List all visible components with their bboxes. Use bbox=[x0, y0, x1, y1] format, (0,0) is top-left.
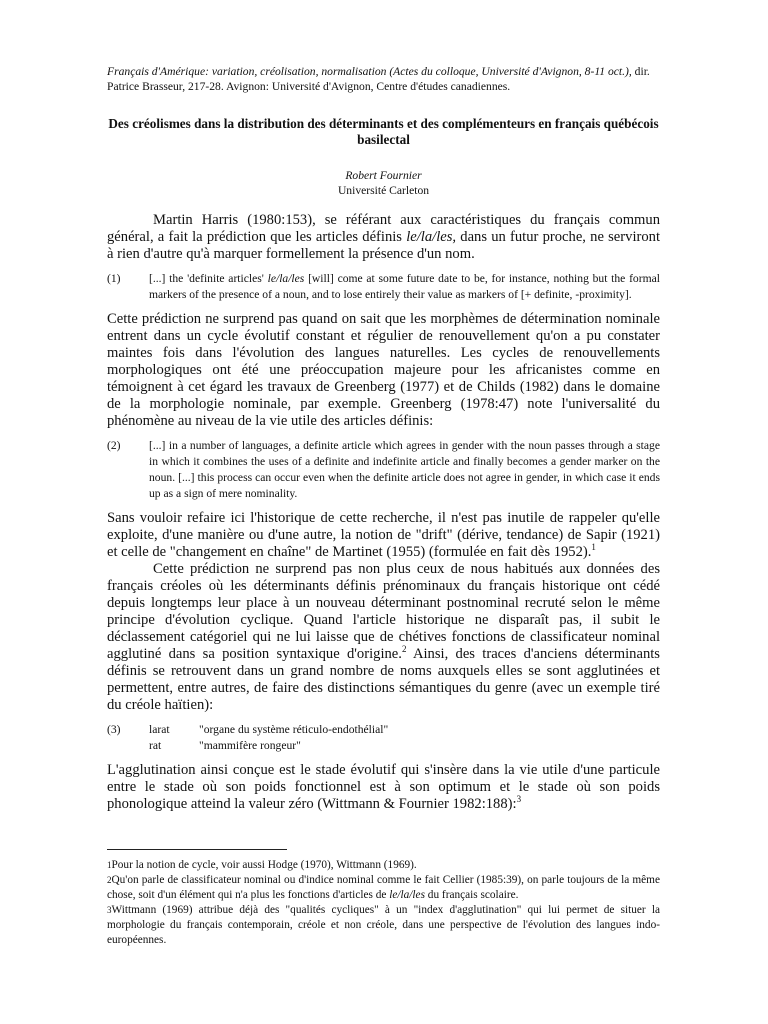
footnote-3-text: Wittmann (1969) attribue déjà des "qualités cycliques" à un "index d'agglutination" qui lui permet de situer la morphologie du français contemporain, créole et non créole, dans une perspective de l'évolution des langues indo-européennes. bbox=[107, 904, 660, 946]
paragraph-3-text: Sans vouloir refaire ici l'historique de cette recherche, il n'est pas inutile de rappeler qu'elle exploite, d'une manière ou d'une autre, la notion de "drift" (dérive, tendance) de Sapir (1921) et celle de "changement en chaîne" de Martinet (1955) (formulée en fait dès 1952). bbox=[107, 510, 660, 560]
footnote-ref-1[interactable]: 1 bbox=[591, 542, 596, 553]
example-2 bbox=[107, 438, 660, 502]
citation-proceedings-title: Français d'Amérique: variation, créolisation, normalisation (Actes du colloque, Université d'Avignon, 8-11 oct.), bbox=[107, 65, 632, 78]
paragraph-1-italic: le/la/les, bbox=[406, 229, 457, 245]
paragraph-5 bbox=[107, 762, 660, 813]
example-3-word: rat bbox=[149, 739, 162, 752]
paragraph-1-text-a: Martin Harris (1980:153), se référant aux caractéristiques du français commun général, a fait la prédiction que les articles définis bbox=[107, 212, 660, 245]
paragraph-5-text: L'agglutination ainsi conçue est le stade évolutif qui s'insère dans la vie utile d'une particule entre le stade où son poids fonctionnel est à son optimum et le stade où son poids phonologique atteind la valeur zéro (Wittmann & Fournier 1982:188): bbox=[107, 762, 660, 812]
example-1-italic: le/la/les bbox=[267, 272, 305, 285]
paragraph-2: Cette prédiction ne surprend pas quand on sait que les morphèmes de détermination nominale entrent dans un cycle évolutif constant et régulier de renouvellement qu'on a pu constater maintes fois dans l'évolution des langues naturelles. Les cycles de renouvellements morphologiques ont été une préoccupation majeure pour les africanistes comme en témoignent à cet égard les travaux de Greenberg (1977) et de Childs (1982) dans le domaine de la morphologie nominale, par exemple. Greenberg (1978:47) note l'universalité du phénomène au niveau de la vie utile des articles définis: bbox=[107, 311, 660, 429]
citation-publisher: dir. Patrice Brasseur, 217-28. Avignon: Université d'Avignon, Centre d'études canadiennes. bbox=[107, 65, 650, 93]
paragraph-1-text-b: dans un futur proche, ne serviront à rien d'autre qu'à marquer formellement la présence d'un nom. bbox=[107, 229, 661, 262]
paragraph-4 bbox=[107, 561, 660, 714]
paragraph-1 bbox=[107, 212, 660, 263]
example-3-gloss: "mammifère rongeur" bbox=[199, 739, 301, 752]
citation-header bbox=[107, 64, 660, 94]
example-3-number: (3) bbox=[107, 723, 121, 736]
example-2-quote: [...] in a number of languages, a definite article which agrees in gender with the noun passes through a stage in which it combines the uses of a definite and indefinite article and finally becomes a gender marker on the noun. [...] this process can occur even when the definite article does not agree in gender, in which case it ends up as a sign of mere nominality. bbox=[149, 439, 660, 500]
example-1 bbox=[107, 271, 660, 303]
footnote-3 bbox=[107, 903, 660, 948]
footnote-1-marker: 1 bbox=[107, 860, 112, 870]
footnote-2-text-a: Qu'on parle de classificateur nominal ou d'indice nominal comme le fait Cellier (1985:39), on parle toujours de la même chose, soit d'un élément qui n'a plus les fonctions d'articles de bbox=[107, 874, 660, 901]
example-2-number: (2) bbox=[107, 439, 121, 452]
page bbox=[107, 64, 660, 948]
example-3-word: larat bbox=[149, 723, 170, 736]
paragraph-3 bbox=[107, 510, 660, 561]
example-3-gloss: "organe du système réticulo-endothélial" bbox=[199, 723, 389, 736]
example-3 bbox=[107, 722, 660, 754]
example-1-text-a: [...] the 'definite articles' bbox=[149, 272, 268, 285]
footnote-2-text-b: du français scolaire. bbox=[424, 889, 519, 901]
footnote-2-marker: 2 bbox=[107, 875, 112, 885]
footnote-2-italic: le/la/les bbox=[389, 889, 425, 901]
footnote-3-marker: 3 bbox=[107, 905, 112, 915]
example-1-quote bbox=[149, 271, 660, 303]
footnote-divider bbox=[107, 849, 287, 850]
paragraph-4-text-a: Cette prédiction ne surprend pas non plus ceux de nous habitués aux données des français créoles où les déterminants définis prénominaux du français historique ont cédé depuis longtemps leur place à un nouveau déterminant postnominal recruté selon le même principe d'évolution cyclique. Quand l'article historique ne disparaît pas, il subit le déclassement catégoriel qui ne lui laisse que de chétives fonctions de classificateur nominal agglutiné dans sa position syntaxique d'origine. bbox=[107, 561, 660, 662]
footnote-2 bbox=[107, 873, 660, 903]
paper-title: Des créolismes dans la distribution des déterminants et des complémenteurs en français québécois basilectal bbox=[108, 116, 659, 147]
footnote-ref-3[interactable]: 3 bbox=[516, 794, 522, 805]
footnote-1 bbox=[107, 858, 660, 873]
example-1-number: (1) bbox=[107, 272, 121, 285]
example-3-glosses bbox=[149, 722, 388, 754]
footnote-ref-2[interactable]: 2 bbox=[401, 644, 407, 655]
author-name: Robert Fournier bbox=[345, 169, 422, 182]
footnote-1-text: Pour la notion de cycle, voir aussi Hodge (1970), Wittmann (1969). bbox=[111, 859, 417, 871]
example-1-text-b: [will] come at some future date to be, for instance, nothing but the formal markers of the presence of a noun, and to lose entirely their value as markers of [+ definite, -proximity]. bbox=[149, 272, 660, 301]
paragraph-4-text-b: Ainsi, des traces d'anciens déterminants définis se retrouvent dans un grand nombre de noms auxquels elles se sont agglutinées et permettent, entre autres, de faire des distinctions sémantiques du genre (avec un exemple tiré du créole haïtien): bbox=[107, 646, 660, 713]
author-affiliation: Université Carleton bbox=[337, 184, 430, 197]
